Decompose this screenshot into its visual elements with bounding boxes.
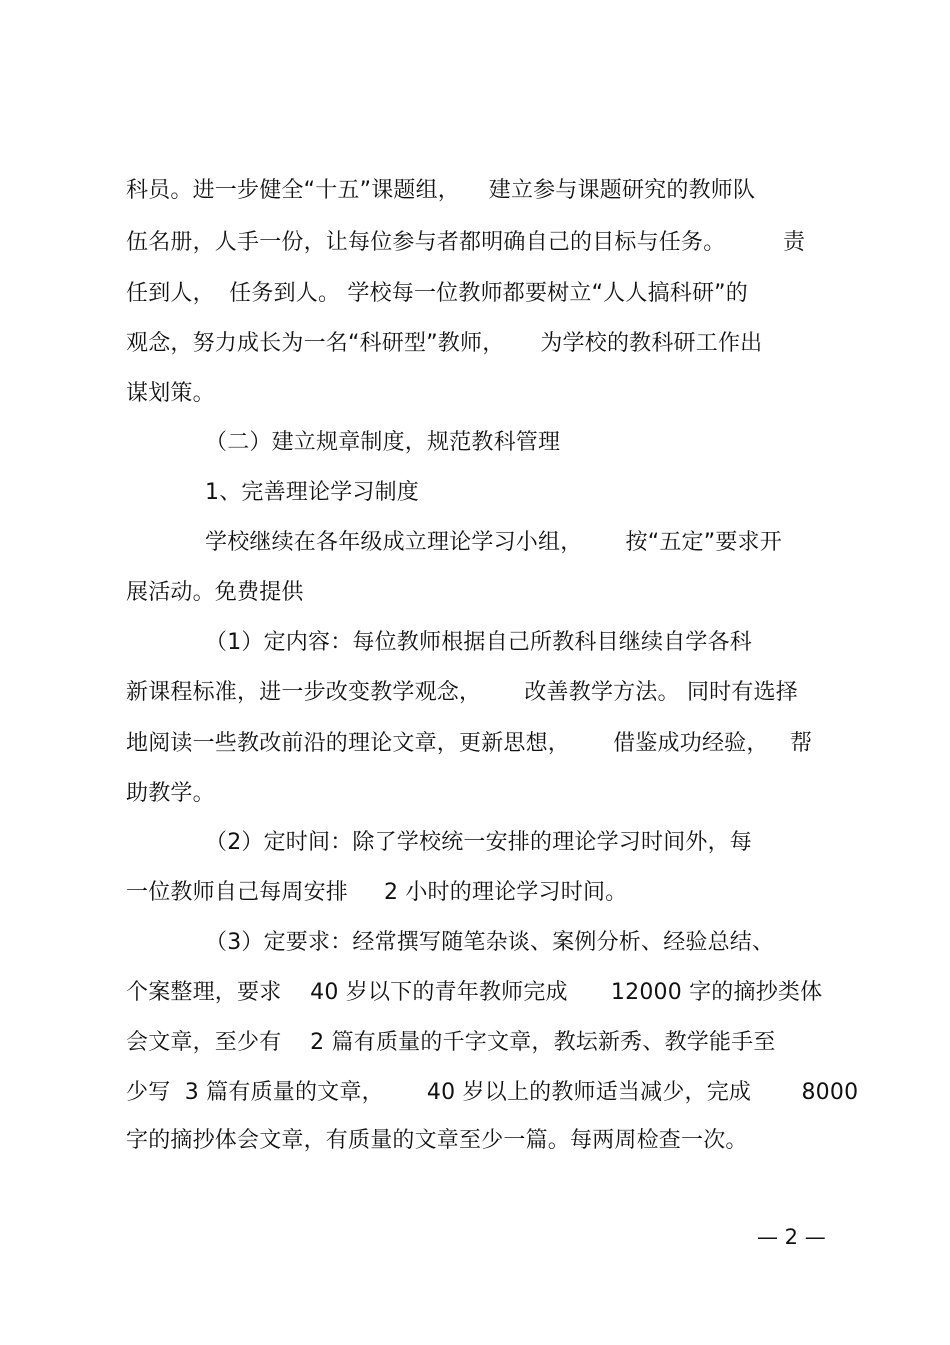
text-line: 少写 3 篇有质量的文章， 40 岁以上的教师适当减少，完成 8000 — [126, 1080, 859, 1105]
text-line: （1）定内容：每位教师根据自己所教科目继续自学各科 — [205, 630, 752, 655]
text-line: 地阅读一些教改前沿的理论文章，更新思想， 借鉴成功经验， 帮 — [126, 731, 813, 756]
text-line: 展活动。免费提供 — [126, 580, 304, 605]
text-line: 会文章，至少有 2 篇有质量的千字文章，教坛新秀、教学能手至 — [126, 1030, 776, 1055]
page-number: — 2 — — [757, 1225, 826, 1249]
text-line: 一位教师自己每周安排 2 小时的理论学习时间。 — [126, 880, 628, 905]
text-line: 任到人， 任务到人。 学校每一位教师都要树立“人人搞科研”的 — [126, 281, 748, 306]
text-line: 个案整理，要求 40 岁以下的青年教师完成 12000 字的摘抄类体 — [126, 980, 823, 1005]
text-line: 伍名册，人手一份，让每位参与者都明确自己的目标与任务。 责 — [126, 230, 806, 255]
text-line: （3）定要求：经常撰写随笔杂谈、案例分析、经验总结、 — [205, 930, 775, 955]
text-line: 科员。进一步健全“十五”课题组， 建立参与课题研究的教师队 — [126, 178, 756, 203]
text-line: 谋划策。 — [126, 381, 215, 406]
subsection-heading: 1、完善理论学习制度 — [205, 480, 419, 505]
text-line: 新课程标准，进一步改变教学观念， 改善教学方法。 同时有选择 — [126, 680, 798, 705]
section-heading: （二）建立规章制度，规范教科管理 — [205, 430, 561, 455]
text-line: （2）定时间：除了学校统一安排的理论学习时间外，每 — [205, 830, 752, 855]
text-line: 助教学。 — [126, 781, 215, 806]
text-line: 学校继续在各年级成立理论学习小组， 按“五定”要求开 — [205, 530, 782, 555]
text-line: 字的摘抄体会文章，有质量的文章至少一篇。每两周检查一次。 — [126, 1128, 748, 1153]
text-line: 观念，努力成长为一名“科研型”教师， 为学校的教科研工作出 — [126, 331, 763, 356]
